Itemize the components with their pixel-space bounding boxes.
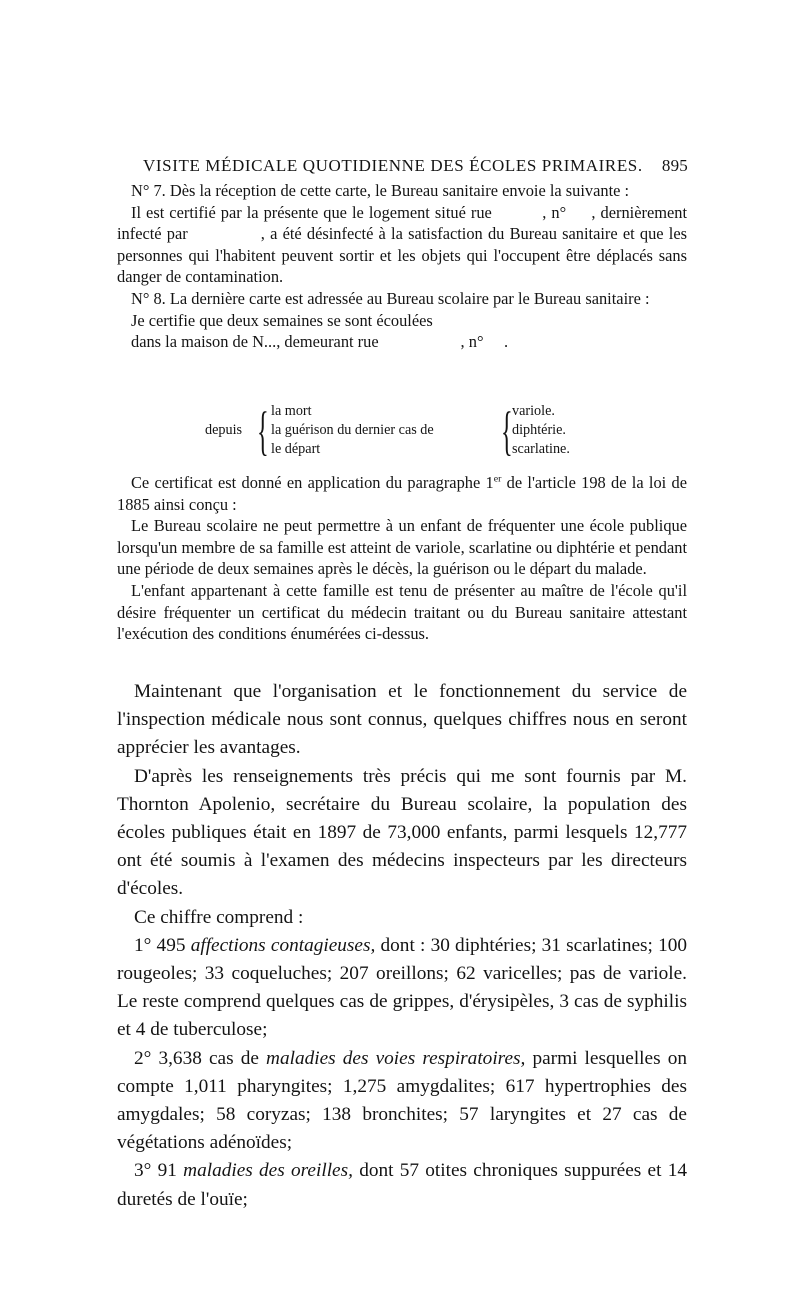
body-paragraph-intro: Maintenant que l'organisation et le fonctionnement du service de l'inspection médicale nous sont connus, quelques chiffres nous en seront apprécier les avantages. [117,681,687,759]
law-text-paragraph: Le Bureau scolaire ne peut permettre à un enfant de fréquenter une école publique lorsqu'un membre de sa famille est atteint de variole, scarlatine ou diphtérie et pendant une période de deux semaines après le décès, la guérison ou le départ du malade. [117,516,687,579]
item-number: 3° 91 [134,1160,184,1182]
notice-paragraph-8: N° 8. La dernière carte est adressée au Bureau scolaire par le Bureau sanitaire : [131,288,650,308]
body-paragraph-breakdown-intro: Ce chiffre comprend : [134,906,304,928]
certificate-options-block [205,402,595,462]
certificate-disease-list [512,402,570,459]
sanitary-notices [117,180,692,353]
law-text-paragraph-2: L'enfant appartenant à cette famille est tenu de présenter au maître de l'école qu'il désire fréquenter un certificat du médecin traitant ou du Bureau sanitaire attestant l'exécution des conditions énumérées ci-dessus. [117,580,687,644]
ordinal-superscript: er [493,473,502,485]
law-intro-text-end: de l'article 198 de la loi de 1885 ainsi conçu : [117,473,687,514]
item-number: 1° 495 [134,934,191,956]
item-category: maladies des oreilles, [183,1160,353,1182]
notice-paragraph-disinfection: Il est certifié par la présente que le logement situé rue , n° , dernièrement infecté par , a été désinfecté à la satisfaction du Bureau sanitaire et que les personnes qui l'habitent peuvent sortir et les objets qui l'occupent être déplacés sans danger de contamination. [117,202,692,287]
main-text [117,678,687,1214]
certificate-disease-item: scarlatine. [512,441,570,457]
law-intro-text: Ce certificat est donné en application du paragraphe 1 [131,473,494,492]
certificate-disease-item: diphtérie. [512,422,566,438]
left-brace-icon: { [501,401,513,461]
certificate-depuis: depuis [205,422,243,438]
body-paragraph-ears [117,1157,687,1213]
body-paragraph-statistics: D'après les renseignements très précis qui me sont fournis par M. Thornton Apolenio, secrétaire du Bureau scolaire, la population des écoles publiques était en 1897 de 73,000 enfants, parmi lesquels 12,777 ont été soumis à l'examen des médecins inspecteurs par les directeurs d'écoles. [117,765,687,900]
item-details: dont 57 otites chroniques suppurées et 14 duretés de l'ouïe; [117,1160,687,1210]
law-citation [117,472,687,645]
item-details: dont : 30 diphtéries; 31 scarlatines; 100 rougeoles; 33 coqueluches; 207 oreillons; 62 varicelles; pas de variole. Le reste comprend quelques cas de grippes, d'érysipèles, 3 cas de syphilis et 4 de tuberculose; [117,934,688,1041]
body-paragraph-contagious [117,932,687,1045]
certificate-event-item: la guérison du dernier cas de [271,422,434,438]
law-intro-paragraph [117,472,687,515]
item-category: maladies des voies respiratoires, [266,1047,526,1069]
body-paragraph-respiratory [117,1045,687,1158]
left-brace-icon: { [257,401,269,461]
page-number: 895 [661,156,688,175]
notice-paragraph-7: N° 7. Dès la réception de cette carte, le Bureau sanitaire envoie la suivante : [131,181,630,200]
running-head [143,156,688,176]
running-head-title: VISITE MÉDICALE QUOTIDIENNE DES ÉCOLES PRIMAIRES. [143,156,643,175]
certificate-disease-item: variole. [512,403,555,419]
item-number: 2° 3,638 cas de [134,1047,267,1069]
item-category: affections contagieuses, [190,934,376,956]
certificate-line-2: dans la maison de N..., demeurant rue , n° . [131,332,509,352]
certificate-event-item: le départ [271,441,321,457]
certificate-event-item: la mort [271,403,312,419]
certificate-event-list [271,402,434,459]
item-details: parmi lesquelles on compte 1,011 pharyngites; 1,275 amygdalites; 617 hypertrophies des amygdales; 58 coryzas; 138 bronchites; 57 laryngites et 27 cas de végétations adénoïdes; [117,1047,687,1154]
certificate-line-1: Je certifie que deux semaines se sont écoulées [131,310,433,330]
